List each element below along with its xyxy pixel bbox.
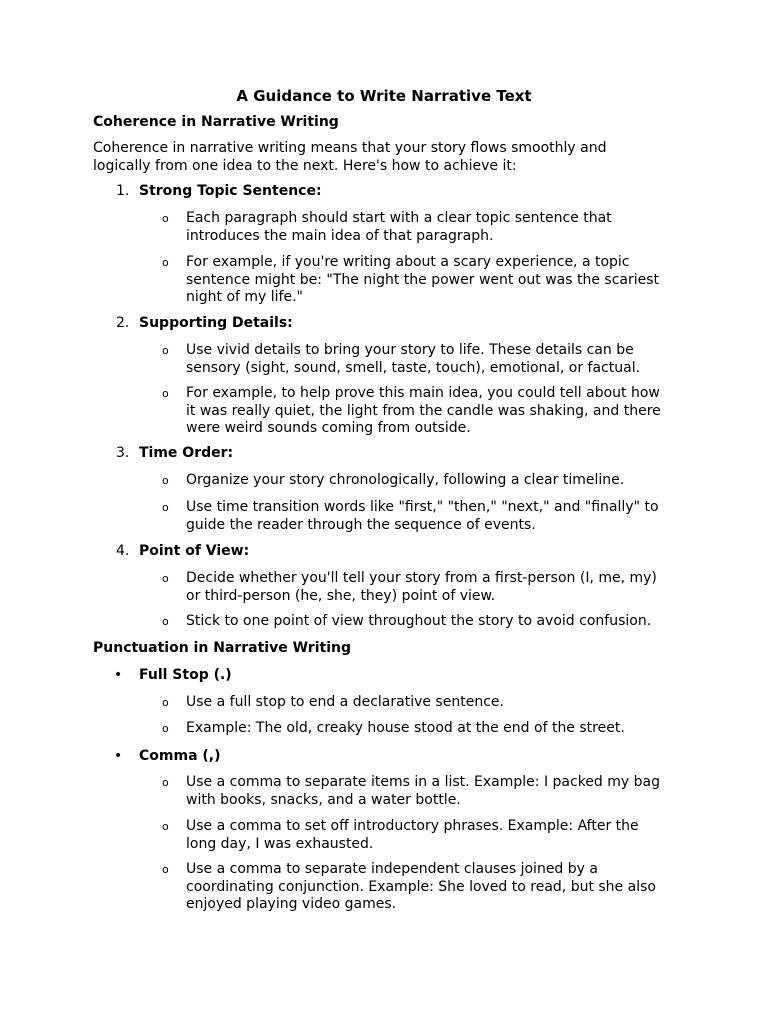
section-heading-punctuation: Punctuation in Narrative Writing [93,640,351,656]
sub-bullet-text: Stick to one point of view throughout the story to avoid confusion. [186,613,652,629]
bullet-marker: • [114,748,123,764]
document-title: A Guidance to Write Narrative Text [236,87,532,105]
sub-bullet-marker: o [162,387,169,400]
numbered-item [116,543,249,559]
sub-bullet-text: Use a comma to set off introductory phrases. Example: After the long day, I was exhausted. [186,818,639,852]
sub-bullet-text: Each paragraph should start with a clear topic sentence that introduces the main idea of that paragraph. [186,210,612,244]
item-label: Full Stop (.) [139,667,232,683]
numbered-item [116,183,322,199]
sub-bullet-text: For example, to help prove this main idea, you could tell about how it was really quiet, the light from the candle was shaking, and there were weird sounds coming from outside. [186,385,661,436]
bullet-item [114,748,221,764]
section-heading-coherence: Coherence in Narrative Writing [93,114,339,130]
sub-bullet-text: Decide whether you'll tell your story from a first-person (I, me, my) or third-person (he, she, they) point of view. [186,570,657,604]
bullet-item [114,667,232,683]
sub-bullet-text: Use vivid details to bring your story to life. These details can be sensory (sight, sound, smell, taste, touch), emotional, or factual. [186,342,641,376]
sub-bullet-marker: o [162,776,169,789]
numbered-item [116,315,293,331]
sub-bullet-text: For example, if you're writing about a scary experience, a topic sentence might be: "The night the power went out was the scariest night of my life." [186,254,660,305]
sub-bullet-text: Organize your story chronologically, following a clear timeline. [186,472,625,488]
sub-bullet-marker: o [162,696,169,709]
sub-bullet-marker: o [162,256,169,269]
item-label: Comma (,) [139,748,221,764]
sub-bullet-marker: o [162,344,169,357]
sub-bullet-text: Use a full stop to end a declarative sentence. [186,694,504,710]
sub-bullet-text: Example: The old, creaky house stood at the end of the street. [186,720,625,736]
sub-bullet-text: Use a comma to separate items in a list. Example: I packed my bag with books, snacks, and a water bottle. [186,774,660,808]
item-label: Supporting Details: [139,315,293,331]
item-label: Time Order: [139,445,234,461]
coherence-intro: Coherence in narrative writing means that your story flows smoothly and logically from one idea to the next. Here's how to achieve it: [93,140,607,174]
item-number: 3. [116,445,130,461]
sub-bullet-marker: o [162,501,169,514]
item-number: 1. [116,183,130,199]
item-number: 2. [116,315,130,331]
sub-bullet-marker: o [162,722,169,735]
sub-bullet-marker: o [162,572,169,585]
sub-bullet-marker: o [162,615,169,628]
sub-bullet-marker: o [162,474,169,487]
item-label: Point of View: [139,543,250,559]
sub-bullet-text: Use time transition words like "first," "then," "next," and "finally" to guide the reader through the sequence of events. [186,499,659,533]
bullet-marker: • [114,667,123,683]
item-number: 4. [116,543,130,559]
numbered-item [116,445,233,461]
sub-bullet-text: Use a comma to separate independent clauses joined by a coordinating conjunction. Example: She loved to read, but she also enjoyed playing video games. [186,861,656,912]
sub-bullet-marker: o [162,820,169,833]
item-label: Strong Topic Sentence: [139,183,322,199]
sub-bullet-marker: o [162,212,169,225]
sub-bullet-marker: o [162,863,169,876]
